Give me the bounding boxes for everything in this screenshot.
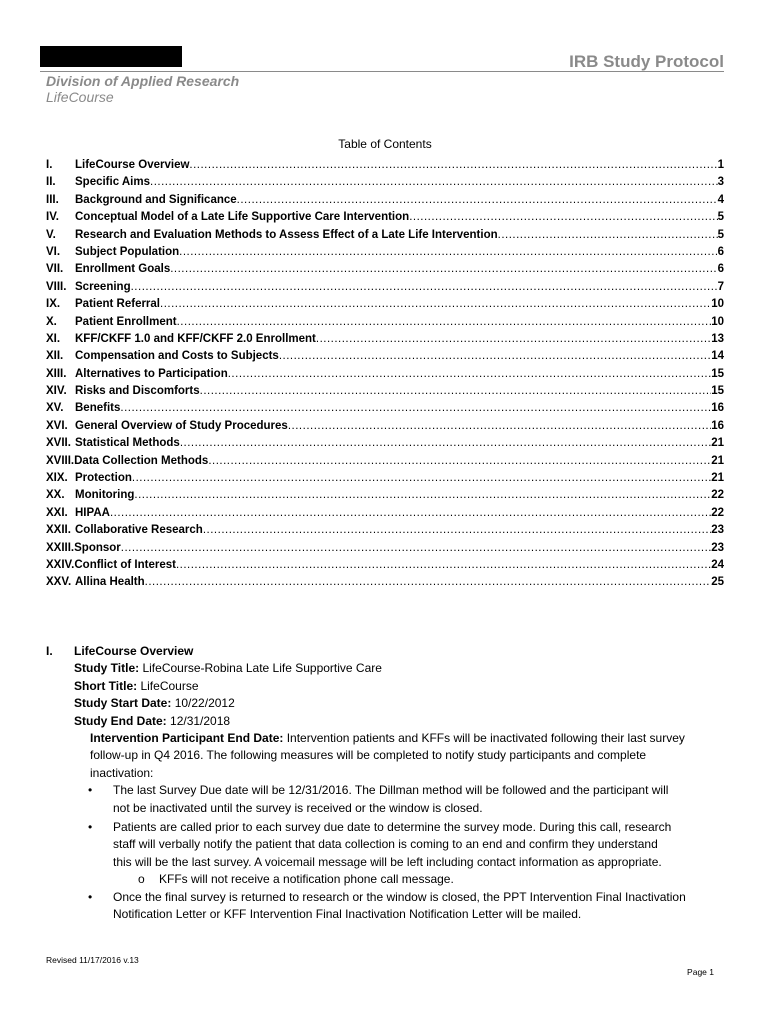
toc-entry-title: Patient Enrollment — [75, 315, 177, 328]
toc-entry-number: II. — [46, 176, 56, 189]
toc-entry[interactable] — [46, 157, 724, 174]
toc-entry-title: Risks and Discomforts — [75, 385, 200, 398]
toc-entry[interactable] — [46, 296, 724, 313]
revision-note: Revised 11/17/2016 v.13 — [46, 955, 139, 965]
toc-leader-dots — [179, 244, 717, 261]
toc-entry[interactable] — [46, 383, 724, 400]
toc-entry[interactable] — [46, 227, 724, 244]
toc-entry-page: 13 — [711, 332, 724, 345]
toc-entry[interactable] — [46, 400, 724, 417]
toc-entry-number: IV. — [46, 211, 60, 224]
toc-entry-page: 14 — [711, 350, 724, 363]
toc-entry[interactable] — [46, 574, 724, 591]
toc-entry-number: XI. — [46, 332, 61, 345]
toc-entry-number: X. — [46, 315, 57, 328]
document-title: IRB Study Protocol — [569, 52, 724, 71]
toc-entry-title: Monitoring — [75, 489, 135, 502]
section-number: I. — [46, 644, 53, 658]
bullet-icon: • — [88, 783, 93, 798]
toc-entry-number: XVI. — [46, 419, 68, 432]
toc-entry-title: General Overview of Study Procedures — [75, 419, 288, 432]
toc-entry-number: VIII. — [46, 280, 67, 293]
bullet-icon: • — [88, 820, 93, 834]
short-title-field: Short Title: LifeCourse — [74, 678, 199, 693]
sub-bullet-icon: o — [138, 872, 145, 887]
toc-entry-title: Data Collection Methods — [74, 454, 209, 467]
toc-leader-dots — [180, 435, 711, 452]
toc-leader-dots — [200, 383, 712, 400]
toc-entry-title: Research and Evaluation Methods to Assess Effect of a Late Life Intervention — [75, 228, 498, 241]
toc-leader-dots — [170, 261, 717, 278]
toc-entry-number: XVIII. — [46, 454, 75, 467]
toc-leader-dots — [189, 157, 717, 174]
toc-entry-number: XIV. — [46, 385, 67, 398]
toc-entry-title: Collaborative Research — [75, 524, 203, 537]
toc-entry-title: KFF/CKFF 1.0 and KFF/CKFF 2.0 Enrollment — [75, 332, 316, 345]
toc-entry-page: 6 — [717, 263, 724, 276]
toc-entry-page: 5 — [717, 228, 724, 241]
study-end-field: Study End Date: 12/31/2018 — [74, 713, 231, 728]
toc-leader-dots — [145, 574, 712, 591]
toc-entry[interactable] — [46, 540, 724, 557]
toc-heading: Table of Contents — [338, 137, 432, 151]
toc-entry[interactable] — [46, 418, 724, 435]
toc-entry-title: Allina Health — [75, 576, 145, 589]
toc-leader-dots — [208, 453, 711, 470]
toc-leader-dots — [228, 366, 711, 383]
toc-entry-page: 21 — [711, 472, 724, 485]
toc-leader-dots — [150, 174, 718, 191]
bullet-icon: • — [88, 889, 93, 904]
toc-entry-number: III. — [46, 193, 59, 206]
toc-entry-title: Subject Population — [75, 245, 180, 258]
toc-entry-number: IX. — [46, 298, 61, 311]
toc-entry-number: XXII. — [46, 524, 71, 537]
toc-entry-number: XIII. — [46, 367, 67, 380]
participant-end-line-2: follow-up in Q4 2016. The following measures will be completed to notify study participants and complete — [90, 748, 647, 763]
toc-leader-dots — [316, 331, 711, 348]
toc-entry-number: XX. — [46, 489, 65, 502]
toc-entry-title: Conflict of Interest — [74, 558, 176, 571]
toc-entry-number: VI. — [46, 245, 61, 258]
toc-entry-page: 10 — [711, 315, 724, 328]
toc-entry-title: Benefits — [75, 402, 121, 415]
toc-entry-title: Statistical Methods — [75, 437, 180, 450]
toc-leader-dots — [288, 418, 711, 435]
toc-leader-dots — [237, 192, 718, 209]
toc-entry-page: 23 — [711, 541, 724, 554]
toc-entry-page: 22 — [711, 489, 724, 502]
toc-entry-title: Background and Significance — [75, 193, 237, 206]
toc-entry-number: XXI. — [46, 506, 68, 519]
toc-entry-page: 3 — [717, 176, 724, 189]
toc-entry[interactable] — [46, 557, 724, 574]
toc-entry-title: Screening — [75, 280, 131, 293]
toc-entry-number: XV. — [46, 402, 64, 415]
participant-end-line-3: inactivation: — [90, 765, 154, 780]
toc-entry[interactable] — [46, 522, 724, 539]
toc-entry-page: 6 — [717, 245, 724, 258]
toc-entry-page: 24 — [711, 558, 724, 571]
toc-entry-page: 22 — [711, 506, 724, 519]
toc-entry[interactable] — [46, 505, 724, 522]
toc-entry[interactable] — [46, 279, 724, 296]
toc-entry[interactable] — [46, 348, 724, 365]
toc-leader-dots — [498, 227, 718, 244]
toc-entry-title: Patient Referral — [75, 298, 161, 311]
toc-leader-dots — [176, 557, 711, 574]
toc-entry-page: 4 — [717, 193, 724, 206]
toc-entry-title: HIPAA — [75, 506, 110, 519]
toc-leader-dots — [177, 314, 712, 331]
section-title: LifeCourse Overview — [74, 644, 194, 658]
toc-entry[interactable] — [46, 209, 724, 226]
toc-entry-page: 15 — [711, 367, 724, 380]
toc-leader-dots — [134, 487, 711, 504]
toc-entry-number: V. — [46, 228, 56, 241]
toc-leader-dots — [203, 522, 711, 539]
toc-entry-number: I. — [46, 159, 53, 171]
toc-entry-page: 16 — [711, 419, 724, 432]
redacted-logo — [40, 46, 182, 67]
toc-leader-dots — [120, 400, 711, 417]
table-of-contents — [46, 157, 724, 592]
toc-entry-number: XII. — [46, 350, 64, 363]
toc-leader-dots — [160, 296, 711, 313]
toc-entry-number: VII. — [46, 263, 64, 276]
toc-entry[interactable] — [46, 487, 724, 504]
toc-entry-title: Protection — [75, 472, 132, 485]
toc-entry-page: 5 — [717, 211, 724, 224]
toc-entry[interactable] — [46, 314, 724, 331]
study-start-field: Study Start Date: 10/22/2012 — [74, 696, 235, 711]
toc-entry-title: Specific Aims — [75, 176, 150, 189]
toc-entry-title: Alternatives to Participation — [75, 367, 228, 380]
toc-entry[interactable] — [46, 174, 724, 191]
toc-entry-page: 23 — [711, 524, 724, 537]
toc-entry-page: 16 — [711, 402, 724, 415]
toc-entry[interactable] — [46, 366, 724, 383]
toc-leader-dots — [279, 348, 711, 365]
toc-entry[interactable] — [46, 453, 724, 470]
toc-entry-title: Compensation and Costs to Subjects — [75, 350, 279, 363]
toc-entry[interactable] — [46, 244, 724, 261]
toc-leader-dots — [121, 540, 711, 557]
toc-entry-page: 21 — [711, 437, 724, 450]
toc-entry-page: 1 — [717, 159, 724, 171]
toc-entry-number: XXIV. — [46, 558, 75, 571]
toc-entry-page: 21 — [711, 454, 724, 467]
study-title-field: Study Title: LifeCourse-Robina Late Life Supportive Care — [74, 661, 382, 676]
toc-leader-dots — [132, 470, 711, 487]
toc-entry-page: 25 — [711, 576, 724, 589]
toc-leader-dots — [110, 505, 711, 522]
toc-entry[interactable] — [46, 435, 724, 452]
toc-entry-page: 7 — [717, 280, 724, 293]
toc-entry-title: Sponsor — [74, 541, 121, 554]
project-name: LifeCourse — [46, 89, 114, 105]
toc-entry[interactable] — [46, 192, 724, 209]
toc-entry-title: Enrollment Goals — [75, 263, 171, 276]
header-rule — [40, 71, 724, 72]
toc-entry-number: XVII. — [46, 437, 71, 450]
toc-entry[interactable] — [46, 470, 724, 487]
toc-entry-title: Conceptual Model of a Late Life Supportive Care Intervention — [75, 211, 410, 224]
division-name: Division of Applied Research — [46, 73, 240, 89]
toc-entry[interactable] — [46, 261, 724, 278]
toc-entry-number: XIX. — [46, 472, 68, 485]
toc-entry-title: LifeCourse Overview — [75, 159, 190, 171]
participant-end-line-1: Intervention Participant End Date: Intervention patients and KFFs will be inactivated following their last survey — [90, 731, 685, 745]
toc-leader-dots — [131, 279, 718, 296]
toc-entry-number: XXIII. — [46, 541, 75, 554]
toc-entry-number: XXV. — [46, 576, 72, 589]
toc-leader-dots — [409, 209, 717, 226]
page-number: Page 1 — [687, 967, 714, 977]
toc-entry-page: 15 — [711, 385, 724, 398]
toc-entry[interactable] — [46, 331, 724, 348]
toc-entry-page: 10 — [711, 298, 724, 311]
